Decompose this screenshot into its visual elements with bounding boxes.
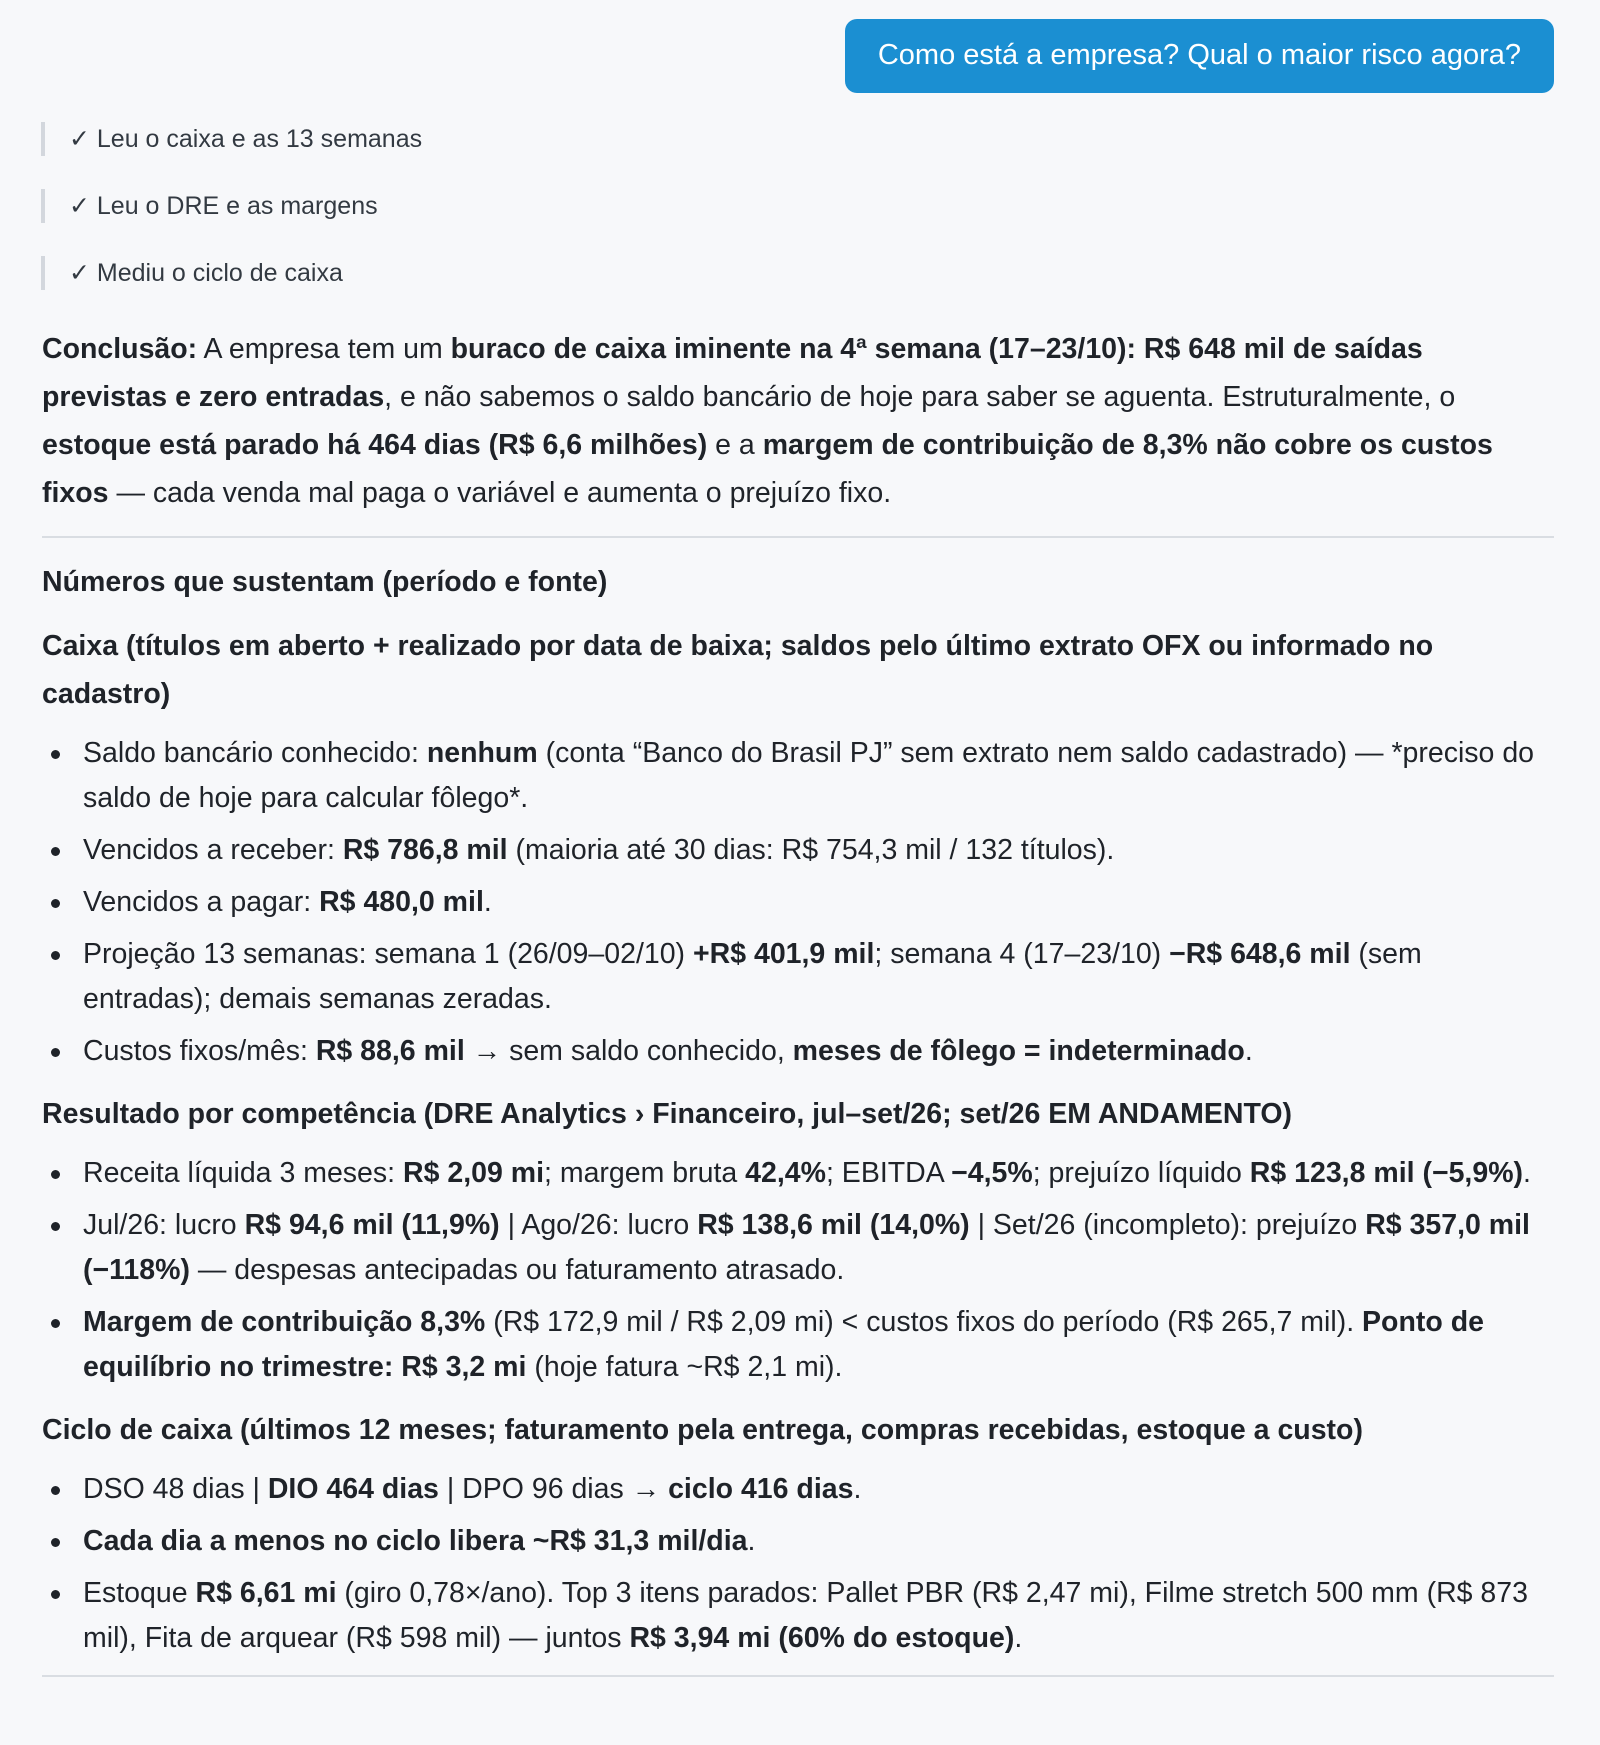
list-item [42,1571,1554,1661]
conclusion-text: , e não sabemos o saldo bancário de hoje para saber se aguenta. Estruturalmente, o [384,381,1456,413]
conclusion-label: Conclusão: [42,333,198,365]
item-text: (sem entradas); demais semanas zeradas. [83,938,1422,1015]
item-text: Vencidos a pagar: [83,886,320,918]
conclusion-highlight: buraco de caixa iminente na 4ª semana (17–23/10): R$ 648 mil de saídas previstas e zero entradas [42,333,1423,413]
item-bold: R$ 2,09 mi [403,1157,544,1189]
item-bold: Cada dia a menos no ciclo libera ~R$ 31,3 mil/dia [83,1525,748,1557]
item-bold: R$ 94,6 mil (11,9%) [244,1209,500,1241]
item-bold: R$ 357,0 mil (−118%) [83,1209,1530,1286]
item-text: Saldo bancário conhecido: [83,737,427,769]
bullet-dot [51,1486,60,1495]
assistant-answer [42,325,1554,1677]
item-text: (maioria até 30 dias: R$ 754,3 mil / 132 títulos). [507,834,1115,866]
user-message-bubble: Como está a empresa? Qual o maior risco agora? [845,19,1554,93]
item-text: ; prejuízo líquido [1032,1157,1250,1189]
list-item [42,880,1554,925]
item-bold: Margem de contribuição 8,3% [83,1306,486,1338]
numbers-heading: Números que sustentam (período e fonte) [42,566,608,598]
conclusion-text: A empresa tem um [197,333,451,365]
bullet-dot [51,899,60,908]
item-bold: nenhum [426,737,538,769]
bullet-dot [51,1590,60,1599]
item-bold: 42,4% [745,1157,826,1189]
item-text: Custos fixos/mês: [83,1035,316,1067]
ciclo-list [42,1467,1554,1661]
tool-steps [41,122,422,323]
item-text: . [747,1525,756,1557]
list-item [42,1519,1554,1564]
item-text: — despesas antecipadas ou faturamento atrasado. [189,1254,845,1286]
item-bold: meses de fôlego = indeterminado [792,1035,1245,1067]
item-bold: R$ 138,6 mil (14,0%) [697,1209,970,1241]
list-item [42,828,1554,873]
item-bold: R$ 3,94 mi (60% do estoque) [629,1622,1015,1654]
item-text: → sem saldo conhecido, [464,1035,793,1067]
bullet-dot [51,847,60,856]
bullet-dot [51,1170,60,1179]
item-bold: R$ 88,6 mil [315,1035,465,1067]
item-bold: R$ 480,0 mil [319,886,484,918]
bullet-dot [51,750,60,759]
item-bold: Ponto de equilíbrio no trimestre: R$ 3,2 mi [83,1306,1484,1383]
item-text: Receita líquida 3 meses: [83,1157,403,1189]
resultado-heading: Resultado por competência (DRE Analytics › Financeiro, jul–set/26; set/26 EM ANDAMENTO) [42,1098,1293,1130]
item-bold: +R$ 401,9 mil [692,938,875,970]
step-read-cash: ✓ Leu o caixa e as 13 semanas [41,122,422,156]
bullet-dot [51,1538,60,1547]
item-bold: R$ 786,8 mil [342,834,508,866]
divider [42,1675,1554,1677]
item-text: ; margem bruta [544,1157,746,1189]
caixa-list [42,731,1554,1074]
item-bold: R$ 123,8 mil (−5,9%) [1249,1157,1524,1189]
item-text: (hoje fatura ~R$ 2,1 mi). [526,1351,843,1383]
item-bold: −4,5% [951,1157,1033,1189]
list-item [42,1467,1554,1512]
resultado-list [42,1151,1554,1390]
list-item [42,1300,1554,1390]
item-text: . [853,1473,862,1505]
item-text: (conta “Banco do Brasil PJ” sem extrato nem saldo cadastrado) — *preciso do saldo de hoje para calcular fôlego*. [83,737,1535,814]
item-text: DSO 48 dias | [83,1473,268,1505]
item-bold: ciclo 416 dias [668,1473,854,1505]
bullet-dot [51,1319,60,1328]
list-item [42,1203,1554,1293]
step-measure-cycle: ✓ Mediu o ciclo de caixa [41,256,422,290]
item-text: Jul/26: lucro [83,1209,245,1241]
divider [42,536,1554,538]
conclusion-paragraph [42,325,1554,517]
item-bold: −R$ 648,6 mil [1169,938,1351,970]
item-bold: R$ 6,61 mi [195,1577,337,1609]
ciclo-heading: Ciclo de caixa (últimos 12 meses; faturamento pela entrega, compras recebidas, estoque a custo) [42,1414,1363,1446]
item-text: Vencidos a receber: [83,834,343,866]
conclusion-text: — cada venda mal paga o variável e aumenta o prejuízo fixo. [108,477,892,509]
item-text: | DPO 96 dias → [438,1473,669,1505]
bullet-dot [51,951,60,960]
conclusion-highlight: estoque está parado há 464 dias (R$ 6,6 milhões) [42,429,708,461]
item-text: (R$ 172,9 mil / R$ 2,09 mi) < custos fixos do período (R$ 265,7 mil). [485,1306,1363,1338]
item-text: . [1523,1157,1531,1189]
item-text: Projeção 13 semanas: semana 1 (26/09–02/10) [83,938,693,970]
bullet-dot [51,1222,60,1231]
conclusion-highlight: margem de contribuição de 8,3% não cobre os custos fixos [42,429,1493,509]
item-text: Estoque [83,1577,196,1609]
list-item [42,932,1554,1022]
item-bold: DIO 464 dias [267,1473,439,1505]
conclusion-text: e a [707,429,763,461]
item-text: ; EBITDA [825,1157,952,1189]
item-text: | Ago/26: lucro [499,1209,698,1241]
bullet-dot [51,1048,60,1057]
item-text: | Set/26 (incompleto): prejuízo [969,1209,1366,1241]
list-item [42,731,1554,821]
list-item [42,1151,1554,1196]
item-text: . [1014,1622,1023,1654]
step-read-dre: ✓ Leu o DRE e as margens [41,189,422,223]
list-item [42,1029,1554,1074]
item-text: (giro 0,78×/ano). Top 3 itens parados: Pallet PBR (R$ 2,47 mi), Filme stretch 500 mm (R$ 873 mil), Fita de arquear (R$ 598 mil) — juntos [83,1577,1528,1654]
caixa-heading: Caixa (títulos em aberto + realizado por data de baixa; saldos pelo último extrato OFX ou informado no cadastro) [42,630,1434,710]
item-text: . [1244,1035,1253,1067]
item-text: ; semana 4 (17–23/10) [874,938,1170,970]
item-text: . [483,886,492,918]
